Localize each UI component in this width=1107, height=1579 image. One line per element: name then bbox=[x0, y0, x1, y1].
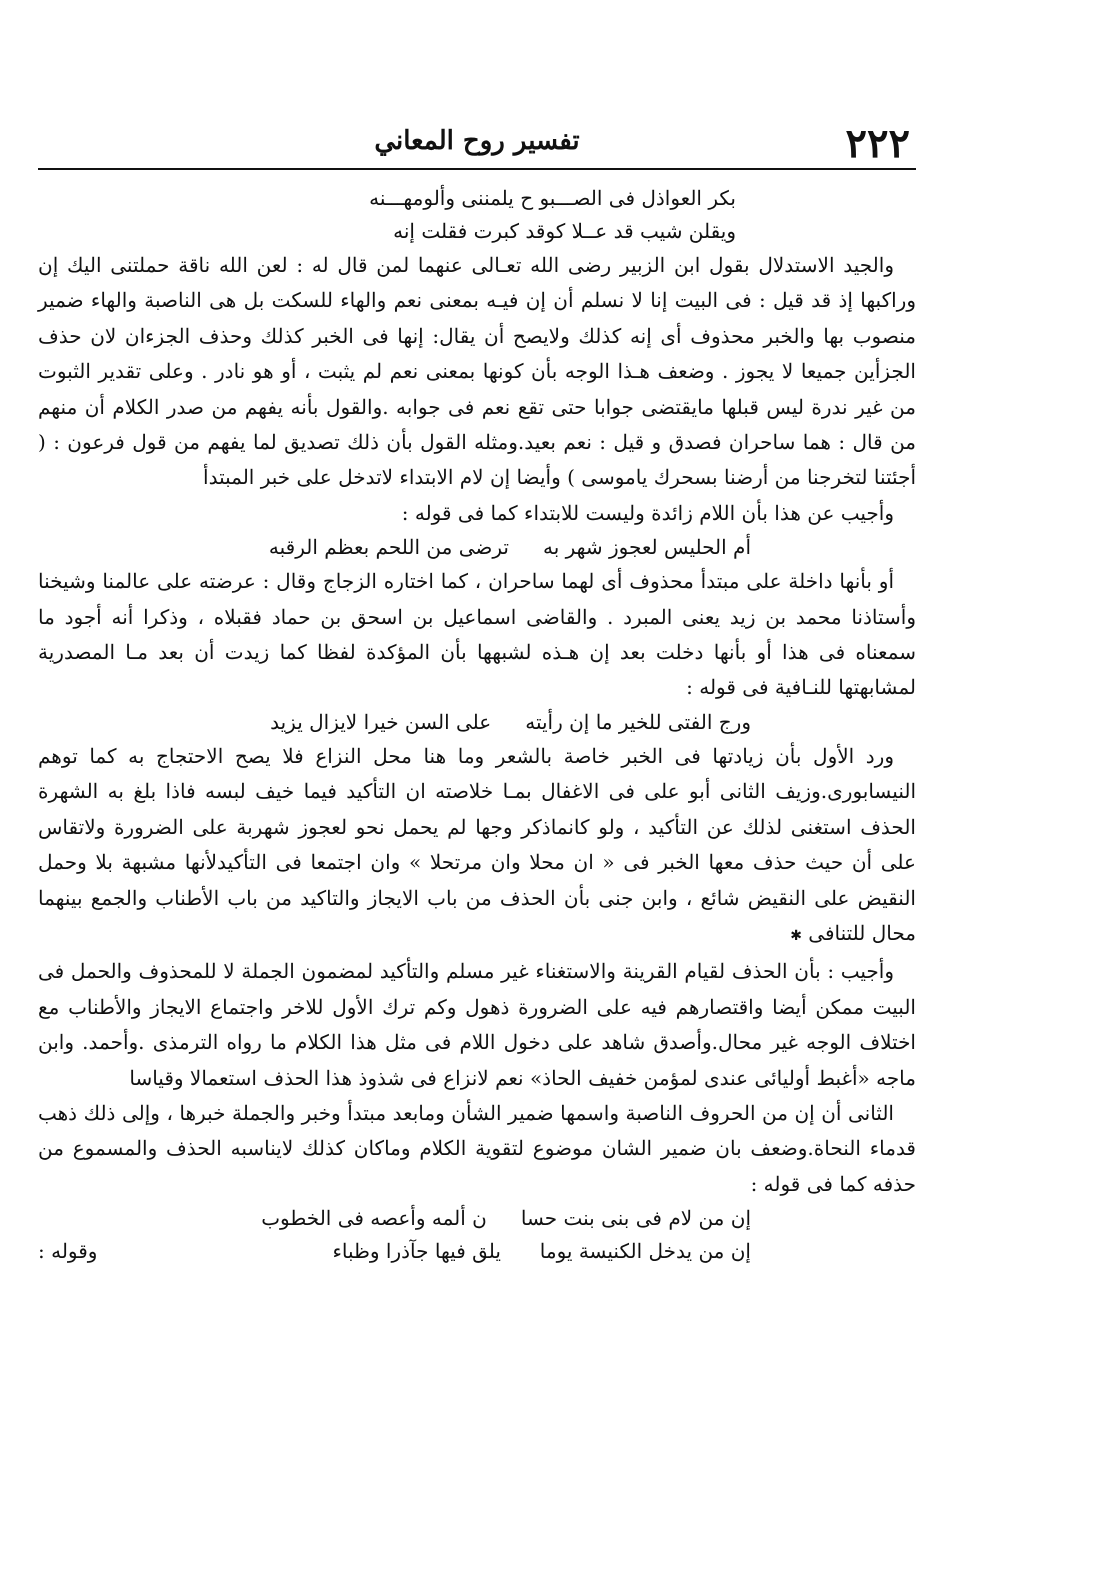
verse-line bbox=[38, 706, 916, 739]
paragraph: وأجيب : بأن الحذف لقيام القرينة والاستغناء غير مسلم والتأكيد لمضمون الجملة لا للمحذوف والحمل فى البيت ممكن أيضا واقتصارهم فيه على الضرورة ذهول وكم ترك الأول للاخر واجتماع الايجاز والأطناب مع اختلاف الوجه غير محال.وأصدق شاهد على دخول اللام فى مثل هذا الكلام ما رواه الترمذى .وأحمد. وابن ماجه «أغبط أوليائى عندى لمؤمن خفيف الحاذ» نعم لانزاع فى شذوذ هذا الحذف استعمالا وقياسا bbox=[38, 959, 916, 1090]
paragraph: والجيد الاستدلال بقول ابن الزبير رضى الله تعـالى عنهما لمن قال له : لعن الله ناقة حملتنى اليك إن وراكبها إذ قد قيل : فى البيت إنا لا نسلم أن إن فيـه بمعنى نعم والهاء للسكت بل هى الناصبة والهاء ضمير منصوب بها والخبر محذوف أى إنه كذلك ولايصح أن يقال: إنها فى الخبر كذلك وحذف الجزءان لان حذف الجزأين جميعا لا يجوز . وضعف هـذا الوجه بأن كونها بمعنى نعم لم يثبت ، أو هو نادر . وعلى تقدير الثبوت من غير ندرة ليس قبلها مايقتضى جوابا حتى تقع نعم فى جوابه .والقول بأنه يفهم من صدر الكلام أن منهم من قال : هما ساحران فصدق و قيل : نعم بعيد.ومثله القول بأن ذلك تصديق لما يفهم من قول فرعون : ( أجئتنا لتخرجنا من أرضنا بسحرك ياموسى ) وأيضا إن لام الابتداء لاتدخل على خبر المبتدأ bbox=[38, 253, 916, 490]
verse-hemistich-first: إن من يدخل الكنيسة يوما bbox=[539, 1239, 751, 1264]
verse-line bbox=[38, 182, 916, 215]
verse-line bbox=[38, 215, 916, 248]
verse-hemistich-first: ورج الفتى للخير ما إن رأيته bbox=[525, 709, 751, 734]
verse-hemistich-first: بكر العواذل فى الصـــبو ح يلمننى وألومهـــنه bbox=[369, 186, 736, 210]
verse-line bbox=[38, 531, 916, 564]
paragraph: أو بأنها داخلة على مبتدأ محذوف أى لهما ساحران ، كما اختاره الزجاج وقال : عرضته على عالمنا وشيخنا وأستاذنا محمد بن زيد يعنى المبرد . والقاضى اسماعيل بن اسحق بن حماد فقبلاه ، وذكرا أنه أجود ما سمعناه فى هذا أو بأنها دخلت بعد إن هـذه لشبهها بأن المؤكدة لفظا كما زيدت أن بعد مـا المصدرية لمشابهتها للنـافية فى قوله : bbox=[38, 569, 917, 700]
body-text bbox=[38, 182, 916, 1268]
verse-hemistich-second: ترضى من اللحم بعظم الرقبه bbox=[268, 535, 509, 560]
verse-line bbox=[38, 1235, 916, 1268]
verse-hemistich-second: على السن خيرا لايزال يزيد bbox=[270, 709, 492, 734]
end-mark-icon: ✱ bbox=[790, 927, 802, 944]
verse-hemistich-second: ن ألمه وأعصه فى الخطوب bbox=[261, 1206, 487, 1231]
verse-line bbox=[38, 1202, 916, 1235]
paragraph-text: ورد الأول بأن زيادتها فى الخبر خاصة بالشعر وما هنا محل النزاع فلا يصح الاحتجاج به كما توهم النيسابورى.وزيف الثانى أبو على فى الاغفال بمـا خلاصته ان التأكيد فيما خيف لبسه فاذا بلغ به الشهرة الحذف استغنى لذلك عن التأكيد ، ولو كانماذكر وجها لم يحمل نحو لعجوز شهربة على الضرورة ولاتقاس على أن حيث حذف معها الخبر فى « ان محلا وان مرتحلا » وان اجتمعا فى التأكيدلأنها مشبهة بلا وحمل النقيض على النقيض شائع ، وابن جنى بأن الحذف من باب الايجاز والتاكيد من باب الأطناب والجمع بينهما محال للتنافى bbox=[38, 743, 916, 945]
verse-label: وقوله : bbox=[38, 1239, 98, 1264]
verse-hemistich-second: يلق فيها جآذرا وظباء bbox=[332, 1239, 501, 1264]
verse-hemistich-first: ويقلن شيب قد عــلا كوقد كبرت فقلت إنه bbox=[393, 219, 736, 243]
verse-hemistich-first: أم الحليس لعجوز شهر به bbox=[542, 535, 751, 560]
running-title: تفسير روح المعاني bbox=[374, 126, 580, 156]
document-page bbox=[38, 118, 916, 1268]
paragraph: وأجيب عن هذا بأن اللام زائدة وليست للابتداء كما فى قوله : bbox=[401, 500, 894, 525]
page-header bbox=[38, 118, 916, 170]
paragraph: الثانى أن إن من الحروف الناصبة واسمها ضمير الشأن ومابعد مبتدأ وخبر والجملة خبرها ، وإلى ذلك ذهب قدماء النحاة.وضعف بان ضمير الشان موضوع لتقوية الكلام وماكان كذلك لايناسبه الحذف والمسموع من حذفه كما فى قوله : bbox=[38, 1100, 916, 1196]
verse-hemistich-first: إن من لام فى بنى بنت حسا bbox=[520, 1206, 751, 1231]
paragraph bbox=[38, 739, 916, 954]
page-number: ٢٢٢ bbox=[845, 120, 910, 167]
